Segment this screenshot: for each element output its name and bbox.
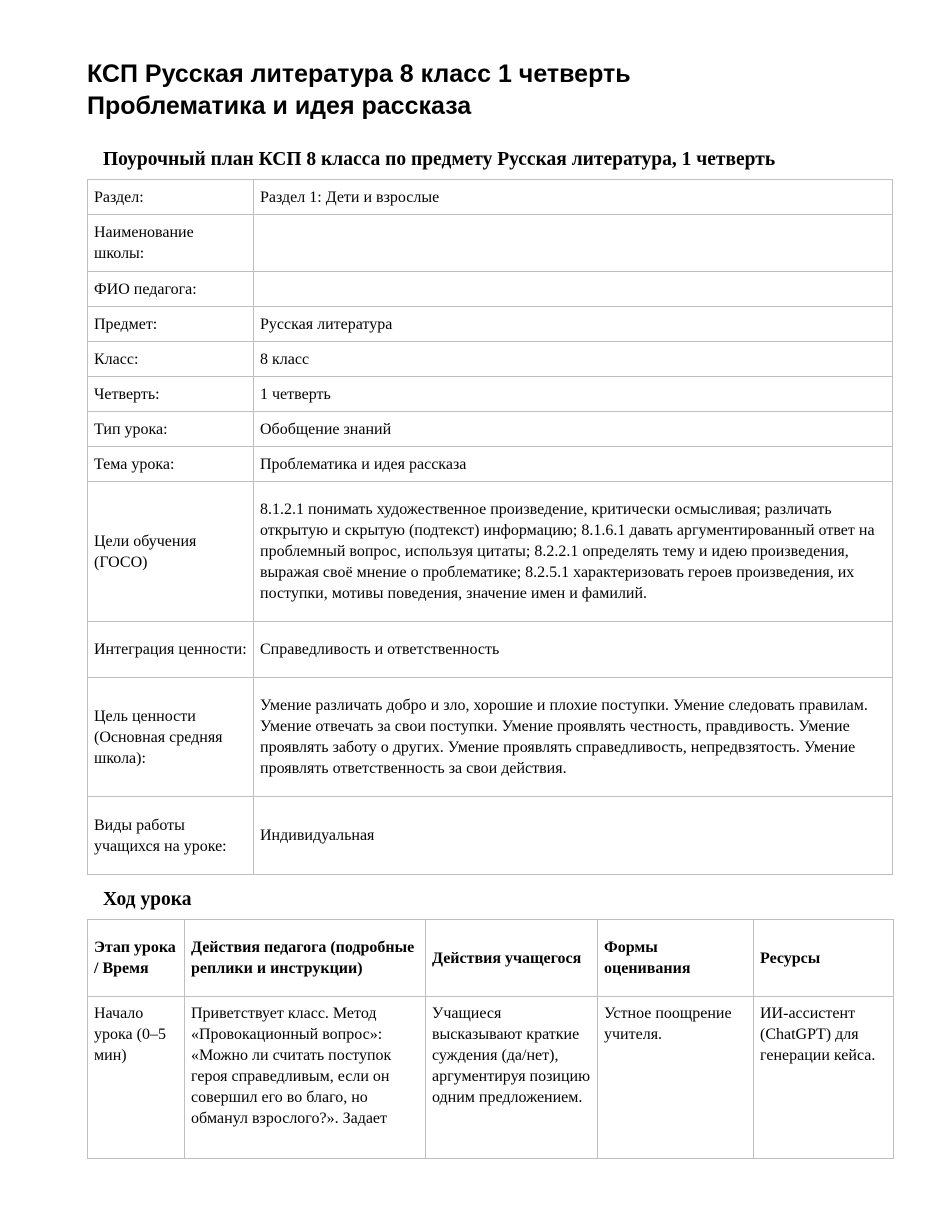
cell-teacher-actions: Приветствует класс. Метод «Провокационный вопрос»: «Можно ли считать поступок героя справедливым, если он совершил его во благо, но обманул взрослого?». Задает: [185, 997, 426, 1159]
row-value: Проблематика и идея рассказа: [254, 447, 893, 482]
row-label: Цели обучения (ГОСО): [88, 482, 254, 622]
row-value: Раздел 1: Дети и взрослые: [254, 180, 893, 215]
table-row: [88, 377, 893, 412]
row-label: Цель ценности (Основная средняя школа):: [88, 678, 254, 797]
plan-heading: Поурочный план КСП 8 класса по предмету Русская литература, 1 четверть: [103, 149, 776, 170]
table-row: [88, 482, 893, 622]
row-value: 8 класс: [254, 342, 893, 377]
row-value: Индивидуальная: [254, 797, 893, 875]
column-header-assessment: Формы оценивания: [598, 920, 754, 997]
column-header-teacher-actions: Действия педагога (подробные реплики и инструкции): [185, 920, 426, 997]
column-header-resources: Ресурсы: [754, 920, 894, 997]
table-row: [88, 447, 893, 482]
table-row: [88, 180, 893, 215]
row-label: Тип урока:: [88, 412, 254, 447]
row-label: Наименование школы:: [88, 215, 254, 272]
cell-resources: ИИ-ассистент (ChatGPT) для генерации кейса.: [754, 997, 894, 1159]
row-label: Предмет:: [88, 307, 254, 342]
row-value: Умение различать добро и зло, хорошие и плохие поступки. Умение следовать правилам. Умение отвечать за свои поступки. Умение проявлять честность, правдивость. Умение проявлять заботу о других. Умение проявлять справедливость, непредвзятость. Умение проявлять ответственность за свои действия.: [254, 678, 893, 797]
column-header-stage: Этап урока / Время: [88, 920, 185, 997]
page-title-line-2: Проблематика и идея рассказа: [87, 92, 472, 120]
lesson-info-table: [87, 179, 893, 875]
course-heading: Ход урока: [103, 889, 192, 910]
table-header-row: [88, 920, 894, 997]
row-label: Тема урока:: [88, 447, 254, 482]
row-value: Обобщение знаний: [254, 412, 893, 447]
table-row: [88, 412, 893, 447]
lesson-course-table: [87, 919, 894, 1159]
cell-student-actions: Учащиеся высказывают краткие суждения (да/нет), аргументируя позицию одним предложением.: [426, 997, 598, 1159]
table-row: [88, 997, 894, 1159]
column-header-student-actions: Действия учащегося: [426, 920, 598, 997]
table-row: [88, 797, 893, 875]
row-label: Четверть:: [88, 377, 254, 412]
table-row: [88, 307, 893, 342]
row-value: 8.1.2.1 понимать художественное произведение, критически осмысливая; различать открытую и скрытую (подтекст) информацию; 8.1.6.1 давать аргументированный ответ на проблемный вопрос, используя цитаты; 8.2.2.1 определять тему и идею произведения, выражая своё мнение о проблематике; 8.2.5.1 характеризовать героев произведения, их поступки, мотивы поведения, значение имен и фамилий.: [254, 482, 893, 622]
row-value: [254, 215, 893, 272]
row-label: Виды работы учащихся на уроке:: [88, 797, 254, 875]
cell-assessment: Устное поощрение учителя.: [598, 997, 754, 1159]
table-row: [88, 272, 893, 307]
table-row: [88, 622, 893, 678]
row-label: ФИО педагога:: [88, 272, 254, 307]
row-value: Русская литература: [254, 307, 893, 342]
row-label: Класс:: [88, 342, 254, 377]
cell-stage: Начало урока (0–5 мин): [88, 997, 185, 1159]
row-label: Раздел:: [88, 180, 254, 215]
page-title: [87, 58, 631, 122]
table-row: [88, 215, 893, 272]
row-label: Интеграция ценности:: [88, 622, 254, 678]
row-value: 1 четверть: [254, 377, 893, 412]
table-row: [88, 342, 893, 377]
page-title-line-1: КСП Русская литература 8 класс 1 четверть: [87, 60, 631, 88]
row-value: [254, 272, 893, 307]
table-row: [88, 678, 893, 797]
row-value: Справедливость и ответственность: [254, 622, 893, 678]
